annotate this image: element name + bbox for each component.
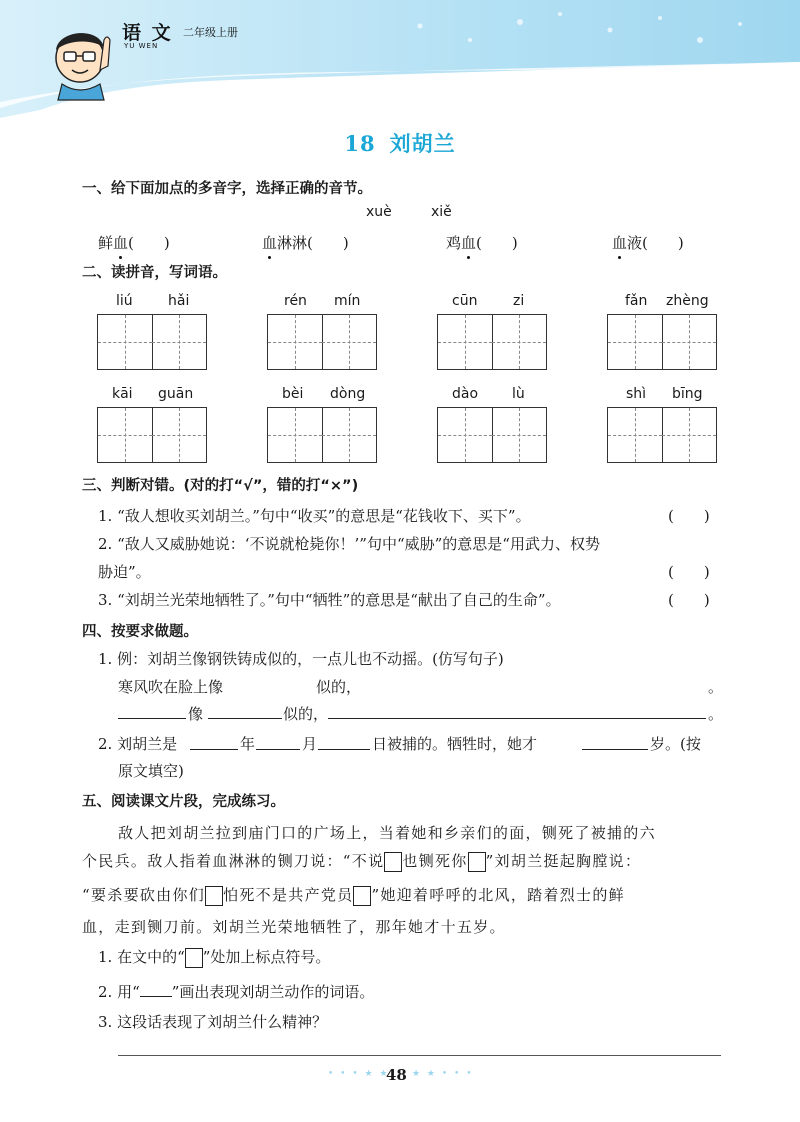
pinyin-hai: hǎi xyxy=(168,293,190,309)
header-banner xyxy=(0,0,800,120)
blank-age[interactable] xyxy=(582,749,648,750)
answer-paren[interactable]: ( ) xyxy=(476,234,518,252)
lesson-title xyxy=(0,128,800,158)
punctuation-box-sample xyxy=(185,948,203,968)
footer-divider xyxy=(118,1055,721,1056)
blank-month[interactable] xyxy=(256,749,300,750)
passage-line-3: “要杀要砍由你们 怕死不是共产党员 ”她迎着呼呼的北风，踏着烈士的鲜 xyxy=(82,886,625,904)
pinyin-option-xie: xiě xyxy=(431,204,452,220)
polyphone-item-1: 鲜血( ) xyxy=(98,234,170,252)
footer-stars-left-icon: • • • ★ ★ xyxy=(328,1069,390,1079)
pinyin-ren: rén xyxy=(284,293,307,309)
fill-q2-day: 日被捕的。牺牲时，她才 xyxy=(372,735,538,753)
writing-grid[interactable] xyxy=(267,407,377,463)
answer-paren[interactable]: ( ) xyxy=(642,234,684,252)
passage-line-4: 血，走到铡刀前。刘胡兰光荣地牺牲了，那年她才十五岁。 xyxy=(82,918,506,936)
pinyin-zheng: zhèng xyxy=(666,293,709,309)
lesson-title-text: 刘胡兰 xyxy=(389,131,456,156)
judge-answer-paren-2[interactable]: ( ) xyxy=(668,563,710,581)
writing-grid[interactable] xyxy=(267,314,377,370)
imitate-example: 1. 例：刘胡兰像钢铁铸成似的，一点儿也不动摇。(仿写句子) xyxy=(98,650,504,668)
fill-q2-month: 月 xyxy=(302,735,318,753)
pinyin-bei: bèi xyxy=(282,386,304,402)
writing-grid[interactable] xyxy=(97,314,207,370)
polyphone-item-2: 血淋淋( ) xyxy=(262,234,349,252)
header-subject-pinyin: YU WEN xyxy=(124,42,159,50)
pinyin-kai: kāi xyxy=(112,386,133,402)
blank-line[interactable] xyxy=(118,718,186,719)
lesson-number: 18 xyxy=(344,131,376,156)
answer-paren[interactable]: ( ) xyxy=(307,234,349,252)
judge-question-1: 1. “敌人想收买刘胡兰。”句中“收买”的意思是“花钱收下、买下”。 xyxy=(98,507,531,525)
pinyin-guan: guān xyxy=(158,386,194,402)
blank-line[interactable] xyxy=(328,718,706,719)
reading-question-3: 3. 这段话表现了刘胡兰什么精神？ xyxy=(98,1013,328,1031)
section-2-heading: 二、读拼音，写词语。 xyxy=(82,265,227,281)
pinyin-cun: cūn xyxy=(452,293,478,309)
punctuation-box[interactable] xyxy=(205,886,223,906)
imitate-line-2-end: 。 xyxy=(708,705,724,723)
passage-line-1: 敌人把刘胡兰拉到庙门口的广场上，当着她和乡亲们的面，铡死了被捕的六 xyxy=(118,824,656,842)
polyphone-item-4: 血液( ) xyxy=(612,234,684,252)
pinyin-liu: liú xyxy=(116,293,133,309)
imitate-line-2-like: 像 xyxy=(188,705,204,723)
pinyin-zi: zi xyxy=(513,293,525,309)
writing-grid[interactable] xyxy=(97,407,207,463)
blank-year[interactable] xyxy=(190,749,238,750)
imitate-line-1-mid: 似的， xyxy=(316,678,362,696)
pinyin-min: mín xyxy=(334,293,361,309)
fill-q2-year: 年 xyxy=(240,735,256,753)
page-number: 48 xyxy=(386,1066,407,1084)
punctuation-box[interactable] xyxy=(353,886,371,906)
header-grade: 二年级上册 xyxy=(183,26,238,39)
pinyin-fan: fǎn xyxy=(625,293,648,309)
imitate-line-1-prefix: 寒风吹在脸上像 xyxy=(118,678,224,696)
pinyin-shi: shì xyxy=(626,386,647,402)
imitate-line-1-end: 。 xyxy=(708,678,724,696)
judge-question-2a: 2. “敌人又威胁她说：‘不说就枪毙你！’”句中“威胁”的意思是“用武力、权势 xyxy=(98,535,600,553)
polyphone-item-3: 鸡血( ) xyxy=(446,234,518,252)
writing-grid[interactable] xyxy=(437,407,547,463)
blank-day[interactable] xyxy=(318,749,370,750)
pinyin-dong: dòng xyxy=(330,386,366,402)
blank-line[interactable] xyxy=(208,718,282,719)
judge-question-2b: 胁迫”。 xyxy=(98,563,151,581)
mascot-boy-icon xyxy=(56,33,110,100)
fill-q2-tail: 原文填空) xyxy=(118,762,184,780)
judge-answer-paren-3[interactable]: ( ) xyxy=(668,591,710,609)
pinyin-lu: lù xyxy=(512,386,525,402)
section-4-heading: 四、按要求做题。 xyxy=(82,624,198,640)
pinyin-dao: dào xyxy=(452,386,479,402)
reading-question-1: 1. 在文中的“ ”处加上标点符号。 xyxy=(98,948,331,966)
passage-line-2: 个民兵。敌人指着血淋淋的铡刀说：“不说 也铡死你 ”刘胡兰挺起胸膛说： xyxy=(82,852,642,870)
reading-question-2: 2. 用“ ”画出表现刘胡兰动作的词语。 xyxy=(98,980,374,1002)
punctuation-box[interactable] xyxy=(468,852,486,872)
writing-grid[interactable] xyxy=(607,407,717,463)
punctuation-box[interactable] xyxy=(384,852,402,872)
judge-answer-paren-1[interactable]: ( ) xyxy=(668,507,710,525)
writing-grid[interactable] xyxy=(437,314,547,370)
section-1-heading: 一、给下面加点的多音字，选择正确的音节。 xyxy=(82,181,372,197)
underline-sample xyxy=(140,980,172,997)
fill-q2-prefix: 2. 刘胡兰是 xyxy=(98,735,178,753)
writing-grid[interactable] xyxy=(607,314,717,370)
judge-question-3: 3. “刘胡兰光荣地牺牲了。”句中“牺牲”的意思是“献出了自己的生命”。 xyxy=(98,591,561,609)
pinyin-option-xue: xuè xyxy=(366,204,392,220)
imitate-line-2-mid: 似的， xyxy=(283,705,329,723)
footer-stars-right-icon: ★ ★ • • • xyxy=(412,1069,474,1079)
fill-q2-age: 岁。(按 xyxy=(650,735,701,753)
pinyin-bing: bīng xyxy=(672,386,703,402)
answer-paren[interactable]: ( ) xyxy=(128,234,170,252)
section-3-heading: 三、判断对错。(对的打“√”，错的打“×”) xyxy=(82,478,359,494)
section-5-heading: 五、阅读课文片段，完成练习。 xyxy=(82,794,285,810)
header-subject: 语 文 xyxy=(122,22,173,44)
